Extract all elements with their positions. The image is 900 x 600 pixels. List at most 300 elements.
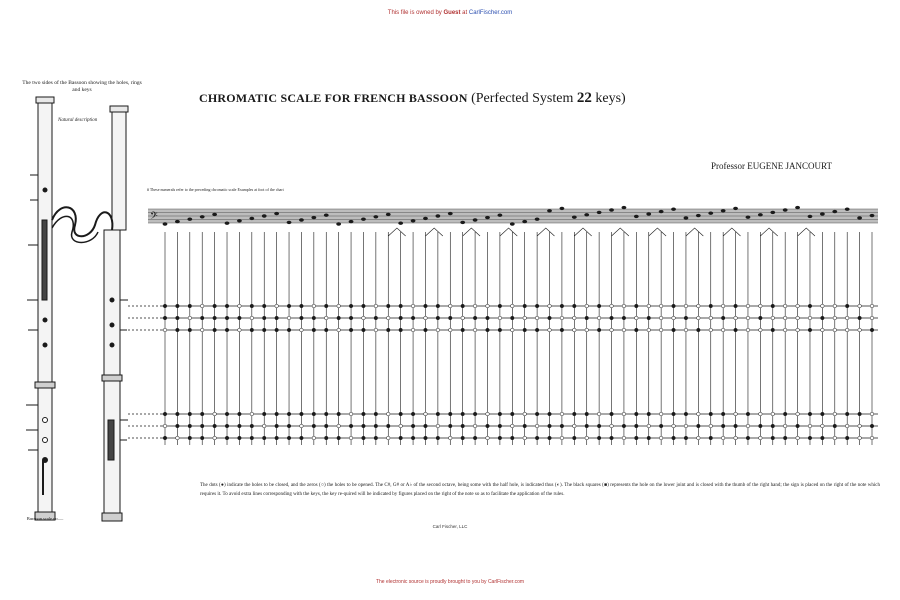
fingering-column: [349, 220, 354, 445]
hole-marker: [721, 328, 725, 332]
hole-marker: [238, 304, 242, 308]
hole-marker: [436, 328, 440, 332]
fingering-column: [287, 221, 292, 445]
hole-marker: [386, 328, 390, 332]
hole-marker: [188, 328, 192, 332]
hole-marker: [821, 304, 825, 308]
hole-marker: [176, 436, 180, 440]
hole-marker: [399, 424, 403, 428]
copyright: Carl Fischer, LLC: [432, 524, 468, 529]
hole-marker: [647, 436, 651, 440]
hole-marker: [721, 316, 725, 320]
note-head: [609, 208, 614, 211]
hole-marker: [262, 436, 266, 440]
hole-marker: [436, 436, 440, 440]
hole-marker: [709, 304, 713, 308]
hole-marker: [262, 328, 266, 332]
note-head: [274, 212, 279, 215]
hole-marker: [721, 424, 725, 428]
note-head: [634, 215, 639, 218]
bassoon-footer-label: Bassoon scale no.—: [26, 516, 64, 521]
fingering-column: [535, 218, 540, 446]
hole-marker: [250, 436, 254, 440]
hole-marker: [424, 304, 428, 308]
note-head: [249, 217, 254, 220]
hole-marker: [498, 424, 502, 428]
note-head: [659, 210, 664, 213]
hole-marker: [163, 424, 167, 428]
hole-marker: [771, 412, 775, 416]
hole-marker: [250, 316, 254, 320]
hole-marker: [362, 316, 366, 320]
hole-marker: [163, 304, 167, 308]
chevron-mark: [686, 228, 703, 236]
hole-marker: [610, 424, 614, 428]
hole-marker: [498, 328, 502, 332]
hole-marker: [746, 424, 750, 428]
hole-marker: [225, 436, 229, 440]
hole-marker: [597, 412, 601, 416]
hole-marker: [759, 424, 763, 428]
hole-marker: [349, 328, 353, 332]
hole-marker: [697, 412, 701, 416]
hole-marker: [424, 412, 428, 416]
hole-marker: [498, 412, 502, 416]
note-head: [200, 215, 205, 218]
hole-marker: [610, 412, 614, 416]
hole-marker: [709, 424, 713, 428]
hole-marker: [238, 412, 242, 416]
hole-marker: [461, 436, 465, 440]
note-head: [547, 209, 552, 212]
fingering-column: [560, 207, 565, 445]
hole-marker: [845, 328, 849, 332]
hole-marker: [870, 436, 874, 440]
hole-marker: [200, 436, 204, 440]
hole-marker: [300, 436, 304, 440]
hole-marker: [858, 304, 862, 308]
fingering-columns: [163, 206, 875, 445]
hole-marker: [659, 412, 663, 416]
hole-marker: [622, 328, 626, 332]
hole-marker: [622, 316, 626, 320]
note-head: [696, 214, 701, 217]
hole-marker: [337, 328, 341, 332]
hole-marker: [858, 424, 862, 428]
fingering-column: [758, 213, 763, 445]
fingering-column: [634, 215, 639, 445]
hole-marker: [349, 304, 353, 308]
hole-marker: [238, 328, 242, 332]
fingering-column: [262, 214, 267, 445]
hole-marker: [709, 412, 713, 416]
hole-marker: [411, 424, 415, 428]
hole-marker: [721, 436, 725, 440]
hole-marker: [684, 328, 688, 332]
hole-marker: [188, 436, 192, 440]
fingering-column: [646, 212, 651, 445]
hole-marker: [424, 436, 428, 440]
hole-marker: [448, 436, 452, 440]
fingering-column: [373, 215, 378, 445]
hole-marker: [386, 304, 390, 308]
hole-marker: [374, 412, 378, 416]
hole-marker: [771, 328, 775, 332]
fingering-column: [460, 221, 465, 445]
note-head: [212, 213, 217, 216]
hole-marker: [771, 304, 775, 308]
hole-marker: [300, 316, 304, 320]
fingering-column: [473, 218, 478, 445]
hole-marker: [188, 412, 192, 416]
hole-marker: [498, 304, 502, 308]
note-head: [845, 208, 850, 211]
hole-marker: [448, 412, 452, 416]
hole-marker: [337, 424, 341, 428]
note-head: [584, 213, 589, 216]
hole-marker: [275, 436, 279, 440]
fingering-column: [324, 214, 329, 446]
hole-marker: [510, 316, 514, 320]
chevron-mark: [500, 228, 517, 236]
hole-marker: [349, 436, 353, 440]
hole-marker: [486, 424, 490, 428]
hole-marker: [697, 328, 701, 332]
hole-marker: [746, 328, 750, 332]
hole-marker: [709, 316, 713, 320]
chevron-mark: [723, 228, 740, 236]
hole-marker: [635, 412, 639, 416]
hole-marker: [783, 424, 787, 428]
fingering-column: [510, 222, 515, 445]
hole-marker: [709, 436, 713, 440]
fingering-column: [808, 215, 813, 445]
hole-marker: [697, 304, 701, 308]
hole-marker: [684, 424, 688, 428]
hole-marker: [473, 328, 477, 332]
hole-marker: [163, 328, 167, 332]
chevron-mark: [760, 228, 777, 236]
note-head: [832, 210, 837, 213]
note-head: [671, 208, 676, 211]
hole-marker: [510, 328, 514, 332]
hole-marker: [498, 316, 502, 320]
hole-marker: [362, 436, 366, 440]
hole-marker: [287, 412, 291, 416]
hole-marker: [597, 436, 601, 440]
hole-marker: [250, 412, 254, 416]
hole-marker: [833, 304, 837, 308]
fingering-column: [274, 212, 279, 445]
site-link[interactable]: CarlFischer.com: [468, 10, 513, 16]
note-head: [708, 212, 713, 215]
fingering-column: [609, 208, 614, 445]
author-credit: Professor EUGENE JANCOURT: [711, 161, 832, 171]
fingering-column: [671, 208, 676, 446]
hole-marker: [585, 412, 589, 416]
hole-marker: [783, 412, 787, 416]
hole-marker: [225, 316, 229, 320]
chevron-mark: [798, 228, 815, 236]
hole-marker: [734, 424, 738, 428]
hole-rows: [128, 306, 878, 438]
fingering-column: [770, 211, 775, 445]
keys-count: 22: [576, 90, 592, 106]
note-head: [770, 211, 775, 214]
hole-marker: [734, 316, 738, 320]
note-head: [411, 219, 416, 222]
hole-marker: [560, 328, 564, 332]
note-head: [262, 214, 267, 217]
hole-marker: [312, 304, 316, 308]
hole-marker: [163, 436, 167, 440]
hole-marker: [808, 424, 812, 428]
fingering-column: [845, 208, 850, 446]
note-head: [597, 211, 602, 214]
hole-marker: [635, 436, 639, 440]
hole-marker: [870, 328, 874, 332]
hole-marker: [833, 316, 837, 320]
hole-marker: [821, 328, 825, 332]
natural-description-label: Natural description: [58, 118, 98, 123]
fingering-column: [572, 216, 577, 446]
hole-marker: [324, 424, 328, 428]
note-head: [311, 216, 316, 219]
fingering-column: [485, 216, 490, 445]
hole-marker: [684, 304, 688, 308]
hole-marker: [275, 328, 279, 332]
hole-marker: [796, 328, 800, 332]
hole-marker: [374, 316, 378, 320]
hole-marker: [684, 316, 688, 320]
fingering-column: [175, 220, 180, 445]
fingering-column: [522, 220, 527, 445]
hole-marker: [324, 328, 328, 332]
hole-marker: [635, 328, 639, 332]
hole-marker: [399, 412, 403, 416]
hole-marker: [573, 436, 577, 440]
fingering-column: [398, 222, 403, 446]
fingering-column: [386, 213, 391, 445]
hole-marker: [771, 424, 775, 428]
hole-marker: [560, 424, 564, 428]
hole-marker: [659, 424, 663, 428]
hole-marker: [870, 304, 874, 308]
hole-marker: [783, 316, 787, 320]
hole-marker: [647, 424, 651, 428]
hole-marker: [535, 304, 539, 308]
hole-marker: [374, 436, 378, 440]
hole-marker: [312, 424, 316, 428]
hole-marker: [759, 328, 763, 332]
hole-marker: [411, 412, 415, 416]
hole-marker: [659, 436, 663, 440]
hole-marker: [560, 436, 564, 440]
hole-marker: [573, 424, 577, 428]
hole-marker: [374, 304, 378, 308]
fingering-column: [870, 214, 875, 445]
hole-marker: [287, 328, 291, 332]
hole-marker: [783, 328, 787, 332]
chevron-mark: [649, 228, 666, 236]
note-head: [175, 220, 180, 223]
hole-marker: [374, 424, 378, 428]
hole-marker: [262, 424, 266, 428]
hole-marker: [486, 316, 490, 320]
hole-marker: [697, 424, 701, 428]
source-footer: The electronic source is proudly brought to you by CarlFischer.com: [375, 579, 525, 585]
owner-name: Guest: [443, 10, 461, 16]
hole-marker: [647, 412, 651, 416]
hole-marker: [362, 412, 366, 416]
hole-marker: [275, 412, 279, 416]
hole-marker: [833, 424, 837, 428]
hole-marker: [622, 412, 626, 416]
hole-marker: [672, 412, 676, 416]
ownership-banner: This file is owned by Guest at CarlFischer.com: [387, 10, 513, 16]
hole-marker: [411, 436, 415, 440]
note-head: [684, 216, 689, 219]
note-head: [423, 217, 428, 220]
hole-marker: [771, 436, 775, 440]
note-head: [646, 212, 651, 215]
hole-marker: [845, 424, 849, 428]
hole-marker: [176, 412, 180, 416]
hole-marker: [163, 316, 167, 320]
chevron-mark: [463, 228, 480, 236]
fingering-column: [411, 219, 416, 445]
hole-marker: [386, 316, 390, 320]
note-head: [510, 222, 515, 225]
note-head: [473, 218, 478, 221]
hole-marker: [573, 316, 577, 320]
note-head: [336, 222, 341, 225]
hole-marker: [312, 436, 316, 440]
fingering-column: [733, 207, 738, 445]
hole-marker: [808, 328, 812, 332]
note-head: [795, 206, 800, 209]
fingering-column: [311, 216, 316, 445]
hole-marker: [573, 412, 577, 416]
hole-marker: [399, 436, 403, 440]
fingering-column: [237, 219, 242, 445]
hole-marker: [548, 412, 552, 416]
note-head: [349, 220, 354, 223]
hole-marker: [548, 424, 552, 428]
fingering-column: [597, 211, 602, 445]
hole-marker: [610, 328, 614, 332]
hole-marker: [225, 304, 229, 308]
hole-marker: [523, 424, 527, 428]
hole-marker: [176, 316, 180, 320]
hole-marker: [262, 412, 266, 416]
hole-marker: [262, 304, 266, 308]
hole-marker: [833, 412, 837, 416]
hole-marker: [672, 316, 676, 320]
hole-marker: [200, 328, 204, 332]
hole-marker: [349, 316, 353, 320]
hole-marker: [858, 328, 862, 332]
fingering-column: [336, 222, 341, 445]
hole-marker: [424, 424, 428, 428]
hole-marker: [250, 328, 254, 332]
note-head: [758, 213, 763, 216]
hole-marker: [796, 412, 800, 416]
hole-marker: [213, 316, 217, 320]
hole-marker: [858, 412, 862, 416]
hole-marker: [200, 304, 204, 308]
fingering-column: [497, 214, 502, 446]
hole-marker: [200, 412, 204, 416]
note-head: [163, 222, 168, 225]
svg-text:𝄢: 𝄢: [150, 210, 158, 224]
note-head: [299, 218, 304, 221]
notation-staff: [148, 209, 878, 224]
note-head: [386, 213, 391, 216]
hole-marker: [845, 304, 849, 308]
fingering-column: [187, 218, 192, 446]
hole-marker: [548, 436, 552, 440]
hole-marker: [213, 328, 217, 332]
hole-marker: [796, 424, 800, 428]
hole-marker: [461, 412, 465, 416]
hole-marker: [759, 436, 763, 440]
hole-marker: [548, 316, 552, 320]
hole-marker: [697, 436, 701, 440]
hole-marker: [473, 316, 477, 320]
hole-marker: [746, 304, 750, 308]
legend-text: The dots (●) indicate the holes to be closed, and the zeros (○) the holes to be opened. The C#, G# or A♭ of the second octave, being some with the half hole, is indicated thus (◐). The black squares (■) represents the hole on the lower joint and is closed with the thumb of the right hand; the sign is placed on the right of the note which requires it. To avoid extra lines corresponding with the keys, the key re-quired will be indicated by figures placed on the right of the note so as to facilitate the application of the rules.: [200, 483, 880, 497]
hole-marker: [560, 304, 564, 308]
hole-marker: [622, 304, 626, 308]
hole-marker: [845, 436, 849, 440]
hole-marker: [510, 304, 514, 308]
hole-marker: [386, 412, 390, 416]
fingering-column: [299, 218, 304, 445]
hole-marker: [300, 328, 304, 332]
fingering-column: [820, 212, 825, 445]
hole-marker: [635, 316, 639, 320]
hole-marker: [473, 304, 477, 308]
hole-marker: [411, 328, 415, 332]
hole-marker: [610, 316, 614, 320]
hole-marker: [585, 304, 589, 308]
hole-marker: [573, 304, 577, 308]
hole-marker: [287, 316, 291, 320]
hole-marker: [176, 328, 180, 332]
hole-marker: [597, 328, 601, 332]
hole-marker: [436, 304, 440, 308]
hole-marker: [461, 316, 465, 320]
hole-marker: [672, 304, 676, 308]
hole-marker: [362, 304, 366, 308]
fingering-column: [225, 222, 230, 446]
hole-marker: [535, 424, 539, 428]
hole-marker: [535, 328, 539, 332]
hole-marker: [672, 436, 676, 440]
hole-marker: [411, 304, 415, 308]
hole-marker: [238, 424, 242, 428]
hole-marker: [597, 304, 601, 308]
hole-marker: [734, 412, 738, 416]
hole-marker: [523, 412, 527, 416]
hole-marker: [833, 328, 837, 332]
hole-marker: [783, 436, 787, 440]
hole-marker: [324, 316, 328, 320]
hole-marker: [300, 412, 304, 416]
hole-marker: [461, 328, 465, 332]
note-head: [870, 214, 875, 217]
